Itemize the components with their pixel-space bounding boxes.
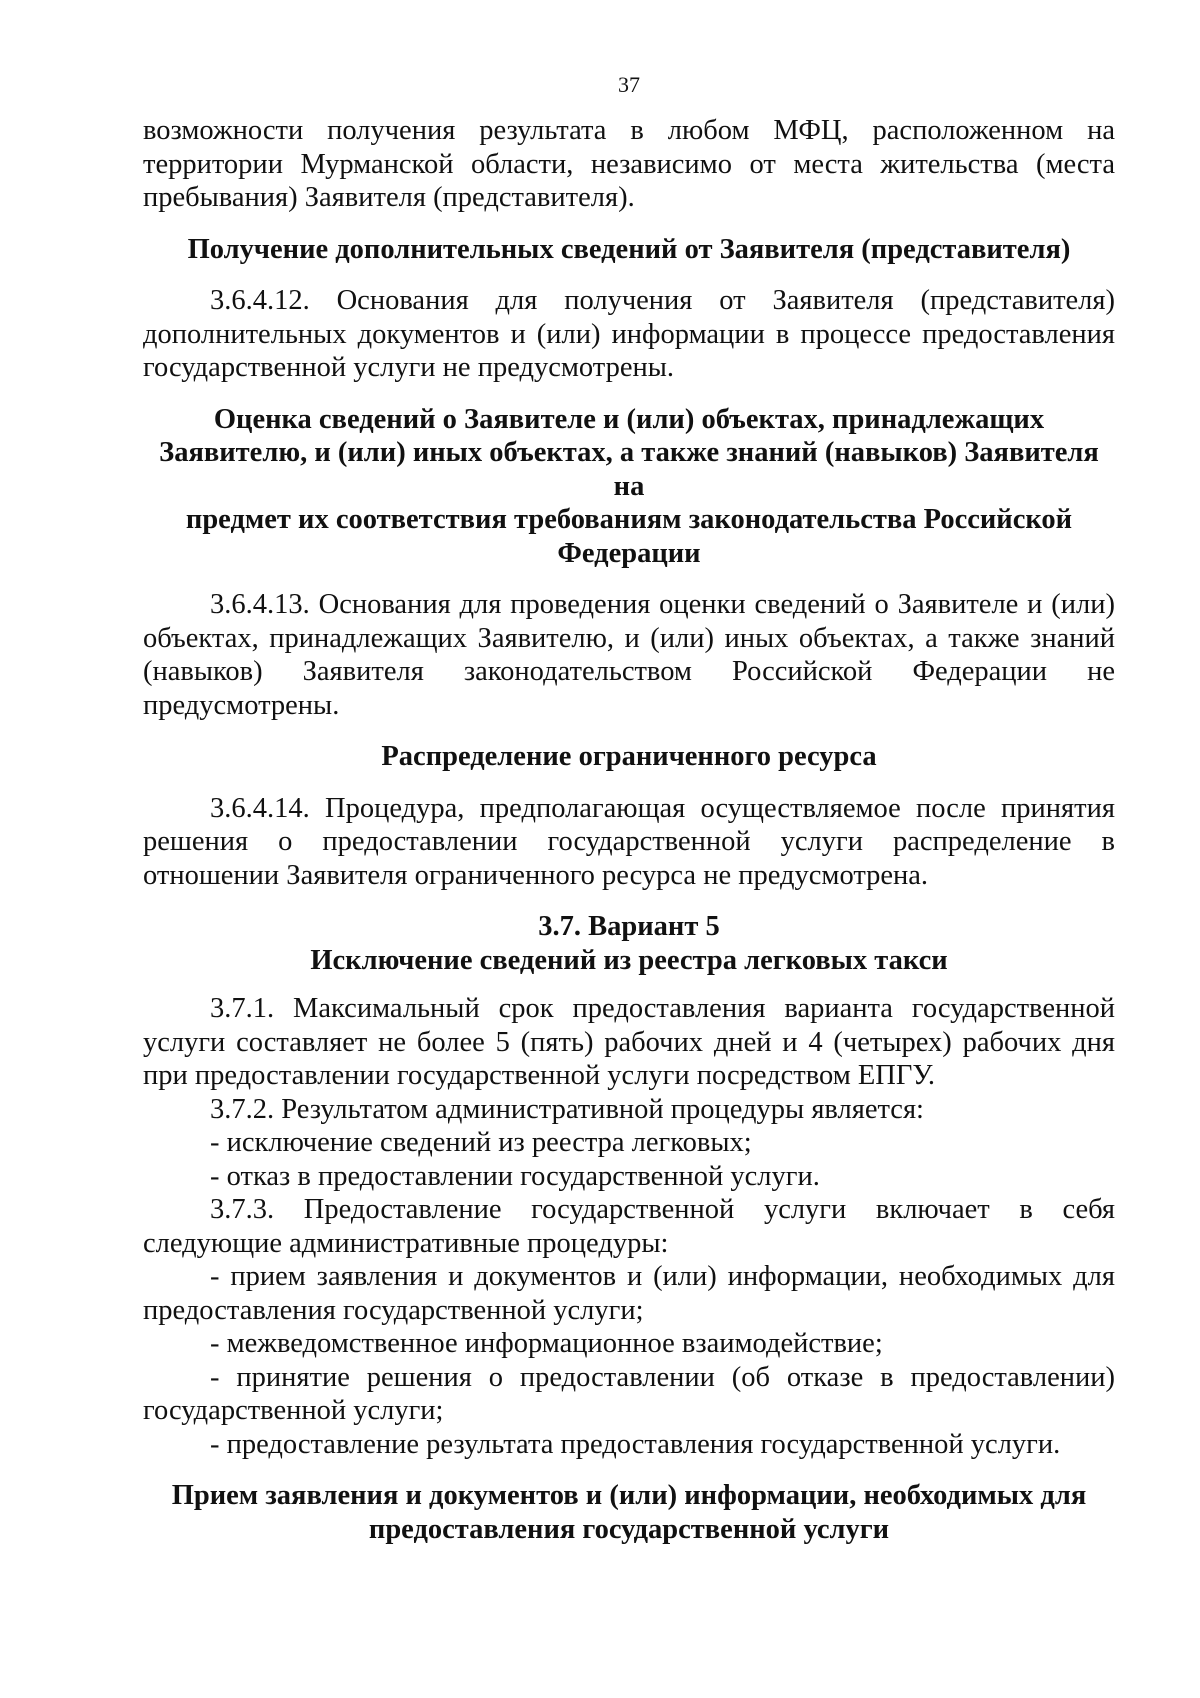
section-heading-variant-5 bbox=[143, 910, 1115, 977]
heading-line: Оценка сведений о Заявителе и (или) объектах, принадлежащих bbox=[213, 403, 1045, 435]
heading-line: предмет их соответствия требованиям законодательства Российской bbox=[185, 504, 1073, 535]
heading-line: 3.7. Вариант 5 bbox=[538, 911, 720, 942]
paragraph-continuation: возможности получения результата в любом МФЦ, расположенном на территории Мурманской области, независимо от места жительства (места пребывания) Заявителя (представителя). bbox=[143, 115, 1115, 213]
list-item: - отказ в предоставлении государственной услуги. bbox=[210, 1160, 820, 1192]
page-number: 37 bbox=[618, 72, 640, 97]
heading-line: Прием заявления и документов и (или) информации, необходимых для bbox=[171, 1480, 1087, 1511]
section-heading-assessment bbox=[143, 403, 1115, 571]
section-heading-resource-distribution: Распределение ограниченного ресурса bbox=[381, 741, 877, 772]
paragraph-3-6-4-12: 3.6.4.12. Основания для получения от Заявителя (представителя) дополнительных документов и (или) информации в процессе предоставления государственной услуги не предусмотрены. bbox=[143, 285, 1115, 383]
list-item: - прием заявления и документов и (или) информации, необходимых для предоставления государственной услуги; bbox=[143, 1261, 1115, 1326]
document-body bbox=[143, 114, 1115, 1546]
list-item: - исключение сведений из реестра легковых; bbox=[210, 1127, 752, 1158]
heading-line: Заявителю, и (или) иных объектах, а также знаний (навыков) Заявителя на bbox=[159, 437, 1099, 502]
paragraph-3-7-1: 3.7.1. Максимальный срок предоставления варианта государственной услуги составляет не более 5 (пять) рабочих дней и 4 (четырех) рабочих дня при предоставлении государственной услуги посредством ЕПГУ. bbox=[143, 993, 1115, 1091]
paragraph-3-7-2: 3.7.2. Результатом административной процедуры является: bbox=[210, 1093, 924, 1125]
heading-line: Федерации bbox=[557, 537, 701, 569]
list-item: - принятие решения о предоставлении (об отказе в предоставлении) государственной услуги; bbox=[143, 1361, 1115, 1426]
heading-line: предоставления государственной услуги bbox=[368, 1513, 890, 1545]
paragraph-3-6-4-13: 3.6.4.13. Основания для проведения оценки сведений о Заявителе и (или) объектах, принадлежащих Заявителю, и (или) иных объектах, а также знаний (навыков) Заявителя законодательством Российской Федерации не предусмотрены. bbox=[143, 589, 1115, 721]
paragraph-3-7-3: 3.7.3. Предоставление государственной услуги включает в себя следующие административные процедуры: bbox=[143, 1194, 1115, 1259]
section-heading-application-receipt bbox=[143, 1479, 1115, 1546]
section-heading-additional-info: Получение дополнительных сведений от Заявителя (представителя) bbox=[187, 233, 1071, 265]
heading-line: Исключение сведений из реестра легковых такси bbox=[310, 944, 948, 976]
list-item: - предоставление результата предоставления государственной услуги. bbox=[210, 1428, 1061, 1460]
paragraph-3-6-4-14: 3.6.4.14. Процедура, предполагающая осуществляемое после принятия решения о предоставлении государственной услуги распределение в отношении Заявителя ограниченного ресурса не предусмотрена. bbox=[143, 792, 1115, 891]
list-item: - межведомственное информационное взаимодействие; bbox=[210, 1328, 883, 1359]
